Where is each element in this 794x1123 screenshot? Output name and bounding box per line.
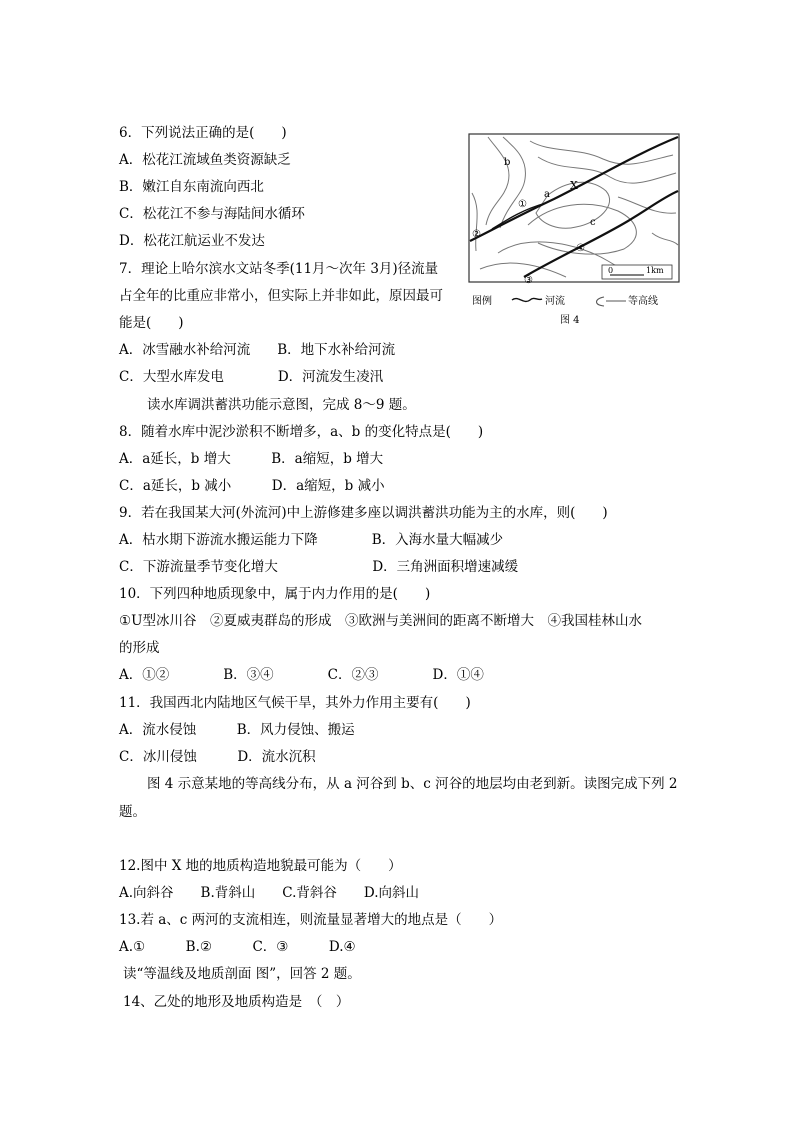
question-12-stem: 12.图中 X 地的地质构造地貌最可能为（ ）	[119, 858, 402, 874]
question-13-options: A.① B.② C．③ D.④	[119, 939, 356, 955]
question-7-stem-line-3: 能是( )	[119, 315, 184, 331]
question-8-options-cd: C．a延长，b 减小 D．a缩短，b 减小	[119, 478, 385, 494]
question-9-stem: 9．若在我国某大河(外流河)中上游修建多座以调洪蓄洪功能为主的水库，则( )	[119, 505, 608, 521]
question-11-options-ab: A．流水侵蚀 B．风力侵蚀、搬运	[119, 722, 355, 738]
point-4: ④	[576, 243, 585, 254]
instruction-8-9: 读水库调洪蓄洪功能示意图，完成 8～9 题。	[147, 397, 416, 413]
question-10-items-line-1: ①U型冰川谷 ②夏威夷群岛的形成 ③欧洲与美洲间的距离不断增大 ④我国桂林山水	[119, 613, 642, 629]
question-7-stem-line-2: 占全年的比重应非常小，但实际上并非如此，原因最可	[119, 288, 443, 304]
label-a: a	[544, 189, 550, 200]
question-12-options: A.向斜谷 B.背斜山 C.背斜谷 D.向斜山	[119, 885, 420, 901]
legend-river-swatch	[512, 298, 542, 301]
legend-contour-swatch	[597, 297, 627, 306]
question-6-stem: 6．下列说法正确的是( )	[119, 125, 287, 141]
question-13-stem: 13.若 a、c 两河的支流相连，则流量显著增大的地点是（ ）	[119, 912, 503, 928]
legend	[472, 294, 658, 307]
question-10-stem: 10．下列四种地质现象中，属于内力作用的是( )	[119, 586, 431, 602]
label-x: X	[570, 179, 578, 192]
label-c: c	[590, 217, 596, 228]
question-6-option-c: C．松花江不参与海陆间水循环	[119, 206, 305, 222]
question-7-options-ab: A．冰雪融水补给河流 B．地下水补给河流	[119, 342, 396, 358]
contour-map-figure	[468, 133, 684, 329]
contour-map-svg	[468, 133, 684, 329]
question-14-stem: 14、乙处的地形及地质构造是 （ ）	[123, 994, 350, 1010]
legend-river: 河流	[545, 296, 565, 307]
question-9-options-ab: A．枯水期下游流水搬运能力下降 B．入海水量大幅减少	[119, 532, 504, 548]
question-10-items-line-2: 的形成	[119, 640, 160, 656]
scale-zero: 0	[608, 266, 614, 275]
scale-km: 1km	[646, 266, 664, 275]
question-6-option-d: D．松花江航运业不发达	[119, 233, 265, 249]
question-8-stem: 8．随着水库中泥沙淤积不断增多，a、b 的变化特点是( )	[119, 424, 484, 440]
question-6-option-a: A．松花江流域鱼类资源缺乏	[119, 152, 291, 168]
question-6-option-b: B．嫩江自东南流向西北	[119, 179, 264, 195]
legend-title: 图例	[472, 296, 492, 307]
question-7-stem-line-1: 7．理论上哈尔滨水文站冬季(11月～次年 3月)径流量	[119, 261, 439, 277]
point-2: ②	[472, 229, 481, 240]
question-7-options-cd: C．大型水库发电 D．河流发生凌汛	[119, 369, 384, 385]
point-3: ③	[524, 275, 533, 286]
scale-bar	[602, 265, 672, 279]
label-b: b	[504, 157, 511, 168]
figure-caption: 图 4	[560, 315, 580, 326]
instruction-12-13-line-2: 题。	[119, 804, 146, 820]
legend-contour: 等高线	[628, 296, 658, 307]
question-8-options-ab: A．a延长，b 增大 B．a缩短，b 增大	[119, 451, 384, 467]
question-10-options: A．①② B．③④ C．②③ D．①④	[119, 667, 484, 683]
instruction-14: 读“等温线及地质剖面 图”，回答 2 题。	[123, 966, 361, 982]
question-11-stem: 11．我国西北内陆地区气候干旱，其外力作用主要有( )	[119, 695, 471, 711]
instruction-12-13-line-1: 图 4 示意某地的等高线分布，从 a 河谷到 b、c 河谷的地层均由老到新。读图完成下列 2	[147, 776, 678, 792]
point-1: ①	[518, 199, 527, 210]
question-11-options-cd: C．冰川侵蚀 D．流水沉积	[119, 749, 316, 765]
question-9-options-cd: C．下游流量季节变化增大 D．三角洲面积增速减缓	[119, 559, 519, 575]
